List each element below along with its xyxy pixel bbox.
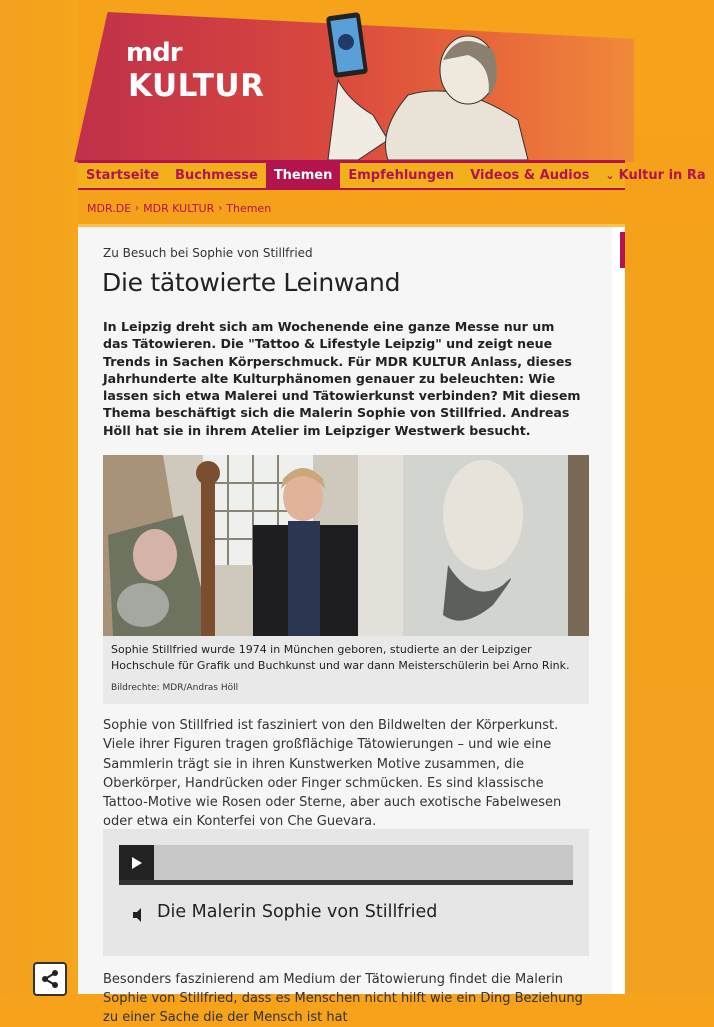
nav-item-startseite[interactable]: Startseite [86,168,160,183]
audio-player [119,845,573,885]
page-background [0,0,78,994]
main-navigation [78,160,706,190]
chevron-down-icon: ⌄ [605,169,615,182]
audio-title[interactable]: Die Malerin Sophie von Stillfried [157,902,438,922]
header-banner [78,0,625,160]
nav-item-empfehlungen[interactable]: Empfehlungen [348,168,455,183]
nav-item-kultur-in-ra[interactable] [597,163,713,188]
article-lead: In Leipzig dreht sich am Wochenende eine ganze Messe nur um das Tätowieren. Die "Tattoo & Lifestyle Leipzig" und zeigt neue Trends in Sachen Körperschmuck. Für MDR KULTUR Anlass, dieses Jahrhunderte alte Kulturphänomen genauer zu beleuchten: Wie lassen sich etwa Malerei und Tätowierkunst verbinden? Mit diesem Thema beschäftigt sich die Malerin Sophie von Stillfried. Andreas Höll hat sie in ihrem Atelier im Leipziger Westwerk besucht. [103,319,581,438]
image-credit: Bildrechte: MDR/Andras Höll [111,683,239,693]
audio-module [103,829,589,956]
article-image[interactable] [103,455,589,636]
nav-item-label: Kultur in Ra [618,168,706,183]
sidebar-panel [612,227,625,994]
image-caption: Sophie Stillfried wurde 1974 in München geboren, studierte an der Leipziger Hochschule für Grafik und Buchkunst und war dann Meisterschülerin bei Arno Rink. [111,643,570,672]
play-icon [132,857,142,869]
progress-bar[interactable] [119,880,573,885]
article-paragraph-2: Besonders faszinierend am Medium der Tätowierung findet die Malerin Sophie von Stillfried, dass es Menschen nicht hilft wie ein Ding Beziehung zu einer Sache die der Mensch ist hat [103,972,583,1025]
breadcrumb-themen[interactable]: Themen [226,202,272,215]
nav-item-buchmesse[interactable]: Buchmesse [175,168,258,183]
article-kicker: Zu Besuch bei Sophie von Stillfried [103,246,313,260]
image-caption-box [103,636,589,704]
article-paragraph: Sophie von Stillfried ist fasziniert von den Bildwelten der Körperkunst. Viele ihrer Figuren tragen großflächige Tätowierungen – und wie eine Sammlerin trägt sie in ihren Kunstwerken Motive zusammen, die Oberkörper, Handrücken oder Finger schmücken. Es sind klassische Tattoo-Motive wie Rosen oder Sterne, aber auch exotische Fabelwesen oder etwa ein Konterfei von Che Guevara. [103,718,562,830]
breadcrumb-mdr-kultur[interactable]: MDR KULTUR [143,202,215,215]
play-button[interactable] [119,845,154,880]
share-icon [40,969,60,989]
article-title: Die tätowierte Leinwand [102,268,401,297]
logo-mdr[interactable]: mdr [126,38,182,68]
sidebar-accent [620,232,625,268]
chevron-right-icon: › [135,203,140,214]
logo-kultur[interactable]: KULTUR [128,68,265,104]
goethe-illustration [318,10,618,160]
share-button[interactable] [33,962,67,996]
chevron-right-icon: › [218,203,223,214]
breadcrumb-mdr-de[interactable]: MDR.DE [87,202,132,215]
studio-photo [103,455,589,636]
nav-item-themen[interactable]: Themen [266,163,341,188]
nav-item-videos-audios[interactable]: Videos & Audios [470,168,590,183]
speaker-icon [131,907,147,923]
breadcrumb [87,202,271,215]
